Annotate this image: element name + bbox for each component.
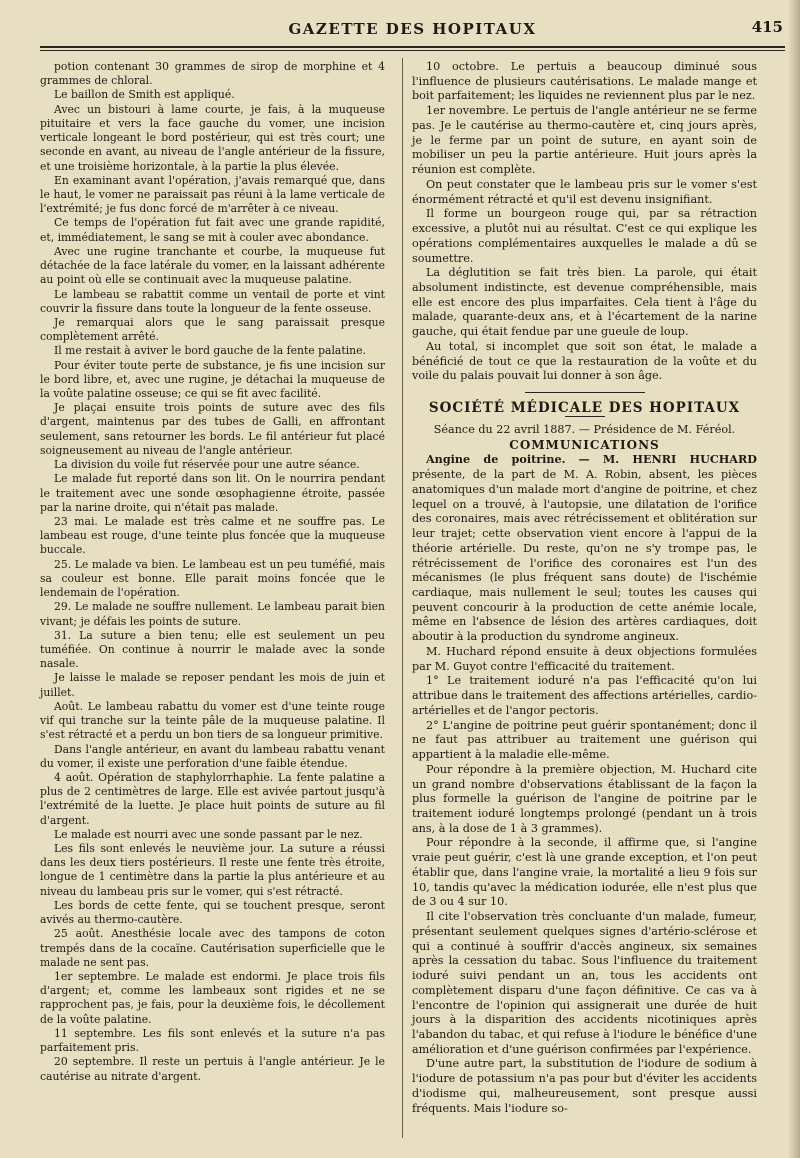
paragraph: Je remarquai alors que le sang paraissait presque complètement arrêté. <box>40 315 385 344</box>
section-separator <box>525 392 645 393</box>
page-header <box>40 6 785 48</box>
paragraph: 25 août. Anesthésie locale avec des tampons de coton trempés dans de la cocaïne. Cautérisation superficielle que le malade ne sent pas. <box>40 927 385 969</box>
paragraph: Ce temps de l'opération fut fait avec une grande rapidité, et, immédiatement, le sang se mit à couler avec abondance. <box>40 216 385 244</box>
paragraph: M. Huchard répond ensuite à deux objections formulées par M. Guyot contre l'efficacité du traitement. <box>412 644 757 673</box>
paragraph: Le malade est nourri avec une sonde passant par le nez. <box>54 827 363 841</box>
page-number: 415 <box>751 18 783 36</box>
paragraph: Dans l'angle antérieur, en avant du lambeau rabattu venant du vomer, il existe une perforation d'une faible étendue. <box>40 742 385 770</box>
paragraph: 29. Le malade ne souffre nullement. Le lambeau parait bien vivant; je défais les points de suture. <box>40 600 385 628</box>
paragraph: 1er septembre. Le malade est endormi. Je place trois fils d'argent; et, comme les lambeaux sont rigides et ne se rapprochent pas, je fais, pour la deuxième fois, le décollement de la voûte palatine. <box>40 970 385 1026</box>
paragraph: 4 août. Opération de staphylorrhaphie. La fente palatine a plus de 2 centimètres de large. Elle est avivée partout jusqu'à l'extrémité de la luette. Je place huit points de suture au fil d'argent. <box>40 770 385 827</box>
society-paragraphs <box>412 645 757 1117</box>
paragraph: Avec une rugine tranchante et courbe, la muqueuse fut détachée de la face latérale du vomer, en la laissant adhérente au point où elle se continuait avec la muqueuse palatine. <box>40 244 385 287</box>
page-edge-shadow <box>788 0 800 1158</box>
paragraph: Le lambeau se rabattit comme un ventail de porte et vint couvrir la fissure dans toute la longueur de la fente osseuse. <box>40 287 385 315</box>
paragraph: La division du voile fut réservée pour une autre séance. <box>54 458 360 472</box>
paragraph: 10 octobre. Le pertuis a beaucoup diminué sous l'influence de plusieurs cautérisations. Le malade mange et boit parfaitement; les liquides ne reviennent plus par le nez. <box>412 60 757 103</box>
paragraph: Pour répondre à la seconde, il affirme que, si l'angine vraie peut guérir, c'est là une grande exception, et l'on peut établir que, dans l'angine vraie, la mortalité a lieu 9 fois sur 10, tandis qu'avec la médication iodurée, elle n'est plus que de 3 ou 4 sur 10. <box>412 836 757 909</box>
header-rule <box>40 46 785 48</box>
lead-topic: Angine de poitrine. <box>426 452 566 467</box>
paragraph: Avec un bistouri à lame courte, je fais, à la muqueuse pituitaire et vers la face gauche du vomer, une incision verticale longeant le bord postérieur, qui est très court; une seconde en avant, au niveau de l'angle antérieur de la fissure, et une troisième horizontale, à la partie la plus élevée. <box>40 102 385 173</box>
paragraph: Je plaçai ensuite trois points de suture avec des fils d'argent, maintenus par des tubes de Galli, en affrontant seulement, sans retourner les bords. Le fil antérieur fut placé soigneusement au niveau de l'angle antérieur. <box>40 401 385 457</box>
header-rule-thin <box>40 50 785 51</box>
right-column <box>412 60 757 1116</box>
society-title: SOCIÉTÉ MÉDICALE DES HOPITAUX <box>428 400 741 417</box>
paragraph: On peut constater que le lambeau pris sur le vomer s'est énormément rétracté et qu'il est devenu insignifiant. <box>412 177 757 206</box>
paragraph: Le malade fut reporté dans son lit. On le nourrira pendant le traitement avec une sonde œsophagienne étroite, passée par la narine droite, qui n'était pas malade. <box>40 472 385 514</box>
title-underline <box>565 416 605 417</box>
paragraph: 1er novembre. Le pertuis de l'angle antérieur ne se ferme pas. Je le cautérise au thermo-cautère et, cinq jours après, je le ferme par un point de suture, en ayant soin de mobiliser un peu la partie antérieure. Huit jours après la réunion est complète. <box>412 104 757 177</box>
lead-paragraph <box>412 452 757 645</box>
paragraph: potion contenant 30 grammes de sirop de morphine et 4 grammes de chloral. <box>40 60 385 88</box>
paragraph: Août. Le lambeau rabattu du vomer est d'une teinte rouge vif qui tranche sur la teinte pâle de la muqueuse palatine. Il s'est rétracté et a perdu un bon tiers de sa longueur primitive. <box>40 699 385 742</box>
paragraph: 1° Le traitement ioduré n'a pas l'efficacité qu'on lui attribue dans le traitement des affections artérielles, cardio-artérielles et de l'angor pectoris. <box>412 674 757 717</box>
paragraph: En examinant avant l'opération, j'avais remarqué que, dans le haut, le vomer ne paraissait pas réuni à la lame verticale de l'extrémité; je fus donc forcé de m'arrêter à ce niveau. <box>40 173 385 216</box>
paragraph: 11 septembre. Les fils sont enlevés et la suture n'a pas parfaitement pris. <box>40 1026 385 1055</box>
paragraph: 25. Le malade va bien. Le lambeau est un peu tuméfié, mais sa couleur est bonne. Elle parait moins foncée que le lendemain de l'opération. <box>40 557 385 600</box>
paragraph: Les bords de cette fente, qui se touchent presque, seront avivés au thermo-cautère. <box>40 898 385 927</box>
paragraph: Le baillon de Smith est appliqué. <box>54 88 235 102</box>
paragraph: 20 septembre. Il reste un pertuis à l'angle antérieur. Je le cautérise au nitrate d'argent. <box>40 1055 385 1083</box>
communications-heading: COMMUNICATIONS <box>509 437 660 452</box>
paragraph: Pour éviter toute perte de substance, je fis une incision sur le bord libre, et, avec une rugine, je détachai la muqueuse de la voûte palatine osseuse; ce qui se fit avec facilité. <box>40 358 385 401</box>
paragraph: La déglutition se fait très bien. La parole, qui était absolument indistincte, est devenue compréhensible, mais elle est encore des plus imparfaites. Cela tient à l'âge du malade, quarante-deux ans, et à l'écartement de la narine gauche, qui était fendue par une gueule de loup. <box>412 266 757 339</box>
running-title: GAZETTE DES HOPITAUX <box>288 20 537 38</box>
paragraph: Je laisse le malade se reposer pendant les mois de juin et juillet. <box>40 671 385 699</box>
left-column <box>40 60 385 1084</box>
paragraph: Au total, si incomplet que soit son état, le malade a bénéficié de tout ce que la restauration de la voûte et du voile du palais pouvait lui donner à son âge. <box>412 339 757 383</box>
lead-author: — M. HENRI HUCHARD <box>578 452 757 467</box>
paragraph: Il cite l'observation très concluante d'un malade, fumeur, présentant seulement quelques signes d'artério-sclérose et qui a continué à souffrir d'accès angineux, six semaines après la cessation du tabac. Sous l'influence du traitement ioduré suivi pendant un an, tous les accidents ont complètement disparu d'une façon définitive. Ce cas va à l'encontre de l'opinion qui assignerait une durée de huit jours à la disparition des accidents nicotiniques après l'abandon du tabac, et qui refuse à l'iodure le bénéfice d'une amélioration et d'une guérison confirmées par l'expérience. <box>412 910 757 1056</box>
paragraph: 31. La suture a bien tenu; elle est seulement un peu tuméfiée. On continue à nourrir le malade avec la sonde nasale. <box>40 628 385 671</box>
paragraph: Les fils sont enlevés le neuvième jour. La suture a réussi dans les deux tiers postérieurs. Il reste une fente très étroite, longue de 1 centimètre dans la partie la plus antérieure et au niveau du lambeau pris sur le vomer, qui s'est rétracté. <box>40 842 385 898</box>
paragraph: 23 mai. Le malade est très calme et ne souffre pas. Le lambeau est rouge, d'une teinte plus foncée que la muqueuse buccale. <box>40 515 385 557</box>
paragraph: Il me restait à aviver le bord gauche de la fente palatine. <box>54 344 366 358</box>
paragraph: Pour répondre à la première objection, M. Huchard cite un grand nombre d'observations établissant de la façon la plus formelle la guérison de l'angine de poitrine par le traitement ioduré longtemps prolongé (pendant un à trois ans, à la dose de 1 à 3 grammes). <box>412 762 757 835</box>
lead-text: présente, de la part de M. A. Robin, absent, les pièces anatomiques d'un malade mort d'angine de poitrine, et chez lequel on a trouvé, à l'autopsie, une dilatation de l'orifice des coronaires, mais avec rétrécissement et oblitération sur leur trajet; cette observation vient encore à l'appui de la théorie artérielle. Du reste, qu'on ne s'y trompe pas, le rétrécissement de l'orifice des coronaires est l'un des mécanismes (le plus fréquent sans doute) de l'ischémie cardiaque, mais nullement le seul; toutes les causes qui peuvent concourir à la production de cette anémie locale, même en l'absence de lésion des artères cardiaques, doit aboutir à la production du syndrome angineux. <box>412 468 757 644</box>
case-report-continuation <box>412 60 757 384</box>
paragraph: D'une autre part, la substitution de l'iodure de sodium à l'iodure de potassium n'a pas pour but d'éviter les accidents d'iodisme qui, malheureusement, sont presque aussi fréquents. Mais l'iodure so- <box>412 1057 757 1115</box>
paragraph: Il forme un bourgeon rouge qui, par sa rétraction excessive, a plutôt nui au résultat. C'est ce qui explique les opérations complémentaires auxquelles le malade a dû se soumettre. <box>412 207 757 265</box>
session-line: Séance du 22 avril 1887. — Présidence de M. Féréol. <box>433 422 736 436</box>
paragraph: 2° L'angine de poitrine peut guérir spontanément; donc il ne faut pas attribuer au traitement une guérison qui appartient à la maladie elle-même. <box>412 718 757 762</box>
column-divider <box>402 58 403 1138</box>
